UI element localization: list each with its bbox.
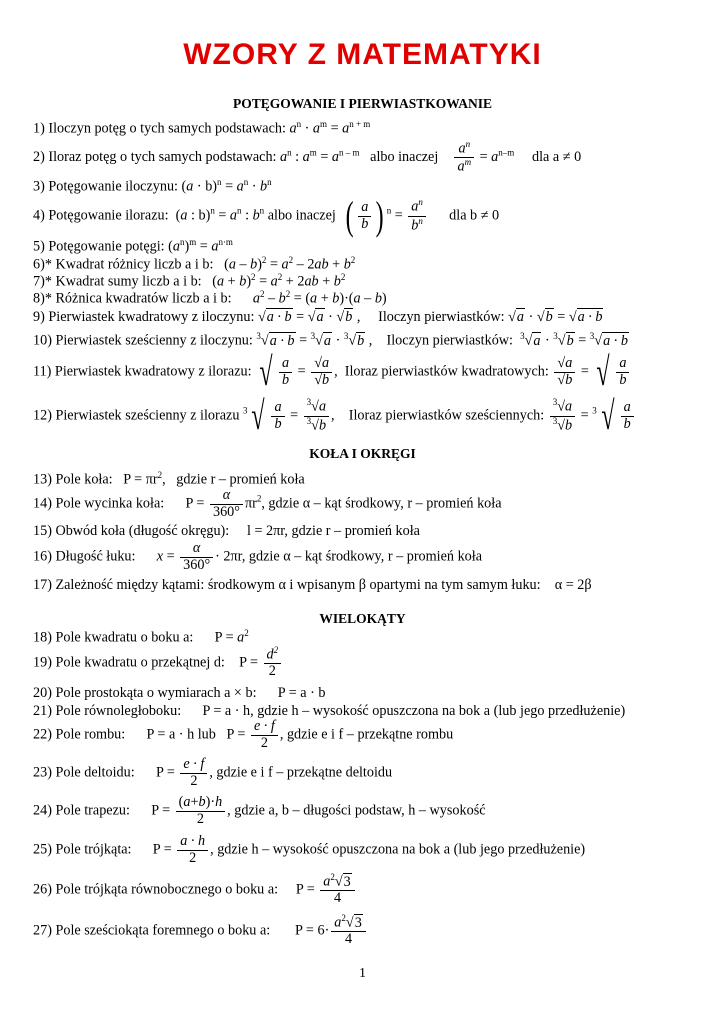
formula-11: 11) Pierwiastek kwadratowy z ilorazu: √ $\frac{a}{b}$ = $\frac{√a}{√b}$ , Iloraz pierwiastków kwadratowych: $\frac{√a}{√b}$ = √ $\frac{a}{b}$ — [33, 352, 631, 392]
formula-note: P = a · h, gdzie h – wysokość opuszczona na bok a (lub jego przedłużenie) — [202, 703, 626, 719]
formula-note: , gdzie e i f – przekątne deltoidu — [209, 764, 393, 781]
formula-note: , gdzie α – kąt środkowy, r – promień koła — [241, 548, 482, 565]
formula-note: , gdzie h – wysokość opuszczona na bok a (lub jego przedłużenie) — [210, 841, 586, 858]
formula-note: albo inaczej — [267, 207, 336, 224]
formula-5: 5) Potęgowanie potęgi: $(a^n)^m = a^{n\cdot m}$ — [33, 237, 233, 255]
formula-label: 17) Zależność między kątami: środkowym α i wpisanym β opartymi na tym samym łuku: — [33, 577, 541, 593]
formula-19: 19) Pole kwadratu o przekątnej d: P = $\frac{d^2}{2}$ — [33, 646, 283, 680]
formula-condition: dla b ≠ 0 — [449, 207, 500, 224]
formula-label: 1) Iloczyn potęg o tych samych podstawach: — [33, 120, 286, 137]
formula-label: 23) Pole deltoidu: — [33, 764, 135, 781]
formula-condition: dla a ≠ 0 — [532, 149, 582, 166]
formula-note: , gdzie a, b – długości podstaw, h – wysokość — [227, 802, 486, 819]
formula-16: 16) Długość łuku: x = $\frac{\alpha}{360^\circ}$ · 2πr, gdzie α – kąt środkowy, r – promień koła — [33, 540, 482, 573]
page-title: WZORY Z MATEMATYKI — [183, 38, 542, 71]
formula-label: 9) Pierwiastek kwadratowy z iloczynu: — [33, 309, 255, 325]
formula-label: 18) Pole kwadratu o boku a: — [33, 629, 194, 646]
formula-label: 13) Pole koła: — [33, 471, 113, 488]
formula-note: , gdzie e i f – przekątne rombu — [279, 726, 454, 743]
formula-value: α = 2β — [554, 577, 592, 593]
formula-25: 25) Pole trójkąta: P = $\frac{a \cdot h}{2}$ , gdzie h – wysokość opuszczona na bok a (lub jego przedłużenie) — [33, 833, 586, 866]
formula-6: 6)* Kwadrat różnicy liczb a i b: $(a - b)^2 = a^2 - 2ab + b^2$ — [33, 255, 356, 273]
formula-label: 27) Pole sześciokąta foremnego o boku a: — [33, 922, 271, 939]
formula-label: 10) Pierwiastek sześcienny z iloczynu: — [33, 332, 253, 349]
formula-4: 4) Potęgowanie ilorazu: (a : $b)^n = a^n$ : $b^n$ albo inaczej ( $\frac{a}{b}$ ) $^n$ = $\frac{a^n}{b^n}$ dla b ≠ 0 — [33, 193, 500, 238]
formula-note: albo inaczej — [370, 149, 439, 166]
formula-label: 4) Potęgowanie ilorazu: — [33, 207, 169, 224]
formula-3: 3) Potęgowanie iloczynu: $(a \cdot b)^n = a^n \cdot b^n$ — [33, 177, 272, 195]
formula-note: Iloraz pierwiastków sześciennych: — [348, 407, 545, 424]
formula-15 — [33, 523, 420, 539]
formula-22: 22) Pole rombu: P = a · h lub P = $\frac{e \cdot f}{2}$ , gdzie e i f – przekątne rombu — [33, 718, 454, 751]
formula-27: 27) Pole sześciokąta foremnego o boku a: P = 6· $\frac{a^2√3}{4}$ — [33, 914, 368, 948]
formula-8: 8)* Różnica kwadratów liczb a i b: $a^2 - b^2 = (a + b)\cdot(a - b)$ — [33, 289, 387, 307]
formula-label: 12) Pierwiastek sześcienny z ilorazu — [33, 407, 240, 424]
formula-label: 5) Potęgowanie potęgi: — [33, 238, 165, 255]
formula-21 — [33, 703, 625, 719]
formula-value: P = a · h lub — [146, 726, 216, 743]
formula-label: 2) Iloraz potęg o tych samych podstawach: — [33, 149, 277, 166]
formula-13: 13) Pole koła: $P = \pi r^2$, gdzie r – promień koła — [33, 470, 305, 488]
formula-label: 26) Pole trójkąta równobocznego o boku a: — [33, 881, 279, 898]
formula-label: 25) Pole trójkąta: — [33, 841, 132, 858]
formula-24: 24) Pole trapezu: P = $\frac{(a+b)\cdot h}{2}$ , gdzie a, b – długości podstaw, h – wysokość — [33, 794, 486, 827]
formula-label: 24) Pole trapezu: — [33, 802, 130, 819]
formula-note: gdzie r – promień koła — [176, 471, 305, 488]
formula-label: 3) Potęgowanie iloczynu: — [33, 178, 178, 195]
formula-note: Iloczyn pierwiastków: — [378, 309, 505, 325]
formula-note: , gdzie α – kąt środkowy, r – promień koła — [261, 495, 502, 512]
formula-value: P = a · b — [277, 685, 326, 701]
formula-2: 2) Iloraz potęg o tych samych podstawach: $a^n$ : $a^m = a^{n - m}$ albo inaczej $\frac{a^n}{a^m}$ = $a^{n-m}$ dla a ≠ 0 — [33, 139, 582, 176]
formula-12: 12) Pierwiastek sześcienny z ilorazu $^3$ √ $\frac{a}{b}$ = $\frac{^3√a}{^3√b}$ , Iloraz pierwiastków sześciennych: $\frac{^3√a}{^3√b}$ = $^3$ √ $\frac{a}{b}$ — [33, 396, 636, 436]
formula-label: 16) Długość łuku: — [33, 548, 136, 565]
formula-note: Iloczyn pierwiastków: — [386, 332, 513, 349]
section-heading-powers: POTĘGOWANIE I PIERWIASTKOWANIE — [232, 96, 493, 111]
formula-7: 7)* Kwadrat sumy liczb a i b: $(a + b)^2 = a^2 + 2ab + b^2$ — [33, 272, 346, 290]
formula-9: 9) Pierwiastek kwadratowy z iloczynu: √a · b = √a · √b , Iloczyn pierwiastków: √a · √b = √a · b — [33, 309, 603, 325]
formula-17 — [33, 577, 592, 593]
formula-label: 20) Pole prostokąta o wymiarach a × b: — [33, 685, 257, 701]
page-number: 1 — [359, 966, 366, 981]
formula-label: 6)* Kwadrat różnicy liczb a i b: — [33, 256, 214, 273]
formula-label: 11) Pierwiastek kwadratowy z ilorazu: — [33, 363, 252, 380]
formula-label: 22) Pole rombu: — [33, 726, 126, 743]
formula-18: 18) Pole kwadratu o boku a: $P = a^2$ — [33, 628, 249, 646]
formula-note: Iloraz pierwiastków kwadratowych: — [344, 363, 549, 380]
formula-label: 19) Pole kwadratu o przekątnej d: — [33, 654, 225, 671]
formula-23: 23) Pole deltoidu: P = $\frac{e \cdot f}{2}$ , gdzie e i f – przekątne deltoidu — [33, 756, 393, 789]
formula-20 — [33, 685, 325, 701]
section-heading-polygons: WIELOKĄTY — [319, 611, 406, 626]
formula-label: 14) Pole wycinka koła: — [33, 495, 165, 512]
section-heading-circles: KOŁA I OKRĘGI — [309, 446, 416, 461]
formula-1: 1) Iloczyn potęg o tych samych podstawach: $a^n \cdot a^m = a^{n + m}$ — [33, 119, 371, 137]
formula-label: 7)* Kwadrat sumy liczb a i b: — [33, 273, 202, 290]
formula-label: 8)* Różnica kwadratów liczb a i b: — [33, 290, 232, 307]
formula-10: 10) Pierwiastek sześcienny z iloczynu: $^3$√a · b = $^3$√a · $^3$√b , Iloczyn pierwiastków: $^3$√a · $^3$√b = $^3$√a · b — [33, 331, 628, 349]
formula-26: 26) Pole trójkąta równobocznego o boku a: P = $\frac{a^2√3}{4}$ — [33, 873, 357, 907]
formula-label: 21) Pole równoległoboku: — [33, 703, 182, 719]
formula-note: l = 2πr, gdzie r – promień koła — [246, 523, 420, 539]
formula-label: 15) Obwód koła (długość okręgu): — [33, 523, 230, 539]
formula-14: 14) Pole wycinka koła: P = $\frac{\alpha}{360^\circ}$ $\pi r^2$, gdzie α – kąt środkowy, r – promień koła — [33, 487, 502, 520]
